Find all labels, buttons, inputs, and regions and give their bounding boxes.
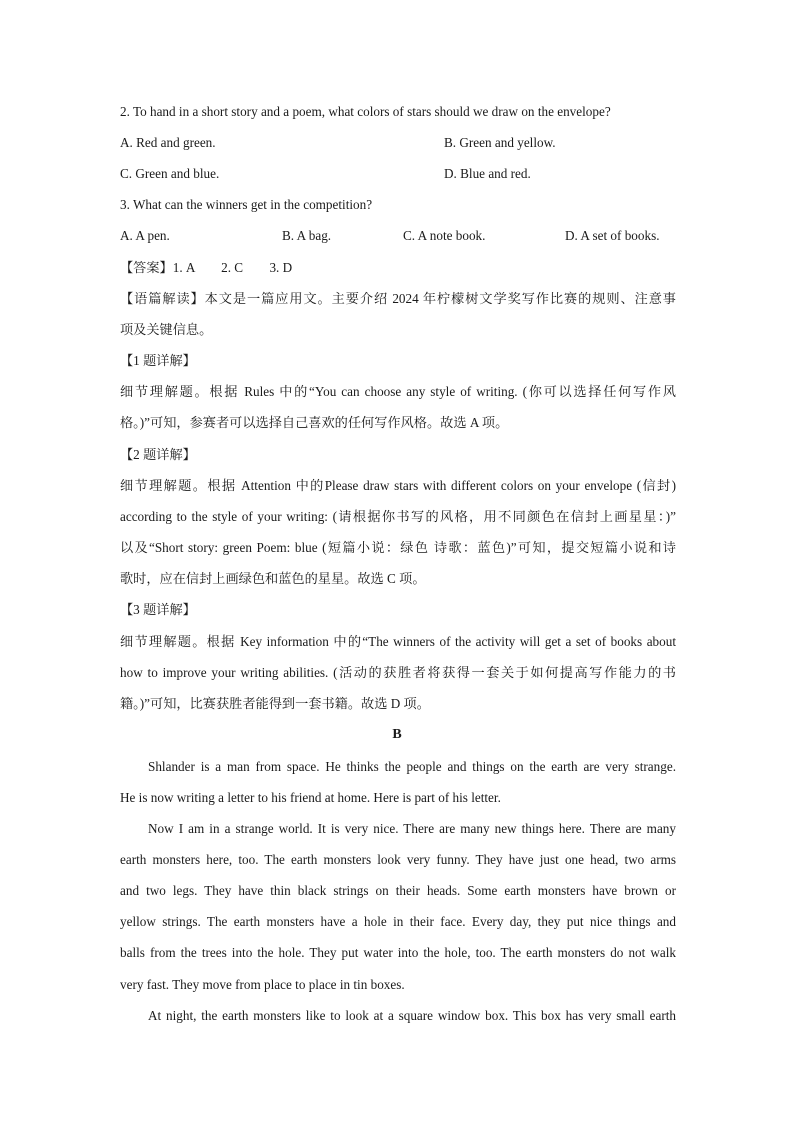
passage-p2-line-2: earth monsters here, too. The earth monsters look very funny. They have just one head, two arms (120, 852, 676, 867)
explanation-3-line-2: how to improve your writing abilities. (活动的获胜者将获得一套关于如何提高写作能力的书 (120, 665, 676, 680)
passage-p2-line-6: very fast. They move from place to place in tin boxes. (120, 977, 405, 992)
explanation-3-line-1: 细节理解题。根据 Key information 中的“The winners of the activity will get a set of books about (120, 634, 676, 649)
passage-p2-line-3: and two legs. They have thin black strings on their heads. Some earth monsters have brown or (120, 883, 676, 898)
explanation-2-heading: 【2 题详解】 (120, 447, 196, 462)
q3-option-a: A. A pen. (120, 228, 170, 243)
explanation-1-heading: 【1 题详解】 (120, 353, 196, 368)
passage-p1-line-2: He is now writing a letter to his friend at home. Here is part of his letter. (120, 790, 501, 805)
question-3: 3. What can the winners get in the competition? (120, 197, 373, 212)
q2-option-a: A. Red and green. (120, 135, 216, 150)
explanation-1-line-1: 细节理解题。根据 Rules 中的“You can choose any style of writing. (你可以选择任何写作风 (120, 384, 676, 399)
explanation-2-line-4: 歌时，应在信封上画绿色和蓝色的星星。故选 C 项。 (120, 571, 426, 586)
answer-key: 【答案】1. A 2. C 3. D (120, 260, 293, 275)
section-b-title: B (392, 727, 402, 742)
passage-p2-line-1: Now I am in a strange world. It is very nice. There are many new things here. There are many (148, 821, 676, 836)
passage-p3-line-1: At night, the earth monsters like to look at a square window box. This box has very small earth (148, 1008, 676, 1023)
explanation-2-line-1: 细节理解题。根据 Attention 中的Please draw stars with different colors on your envelope (信封) (120, 478, 676, 493)
q2-option-b: B. Green and yellow. (444, 135, 556, 150)
q2-option-d: D. Blue and red. (444, 166, 531, 181)
explanation-2-line-3: 以及“Short story: green Poem: blue (短篇小说：绿色 诗歌：蓝色)”可知，提交短篇小说和诗 (120, 540, 676, 555)
q3-option-b: B. A bag. (282, 228, 332, 243)
passage-p2-line-4: yellow strings. The earth monsters have a hole in their face. Every day, they put nice things and (120, 914, 676, 929)
explanation-2-line-2: according to the style of your writing: (请根据你书写的风格，用不同颜色在信封上画星星：)” (120, 509, 676, 524)
q3-option-c: C. A note book. (403, 228, 486, 243)
explanation-3-line-3: 籍。)”可知，比赛获胜者能得到一套书籍。故选 D 项。 (120, 696, 430, 711)
reading-analysis-line-2: 项及关键信息。 (120, 322, 213, 337)
explanation-1-line-2: 格。)”可知，参赛者可以选择自己喜欢的任何写作风格。故选 A 项。 (120, 415, 509, 430)
q3-option-d: D. A set of books. (565, 228, 660, 243)
q2-option-c: C. Green and blue. (120, 166, 220, 181)
explanation-3-heading: 【3 题详解】 (120, 602, 196, 617)
passage-p2-line-5: balls from the trees into the hole. They put water into the hole, too. The earth monsters do not walk (120, 945, 676, 960)
reading-analysis-line-1: 【语篇解读】本文是一篇应用文。主要介绍 2024 年柠檬树文学奖写作比赛的规则、注意事 (120, 291, 676, 306)
question-2: 2. To hand in a short story and a poem, what colors of stars should we draw on the envelope? (120, 104, 611, 119)
passage-p1-line-1: Shlander is a man from space. He thinks the people and things on the earth are very strange. (148, 759, 676, 774)
